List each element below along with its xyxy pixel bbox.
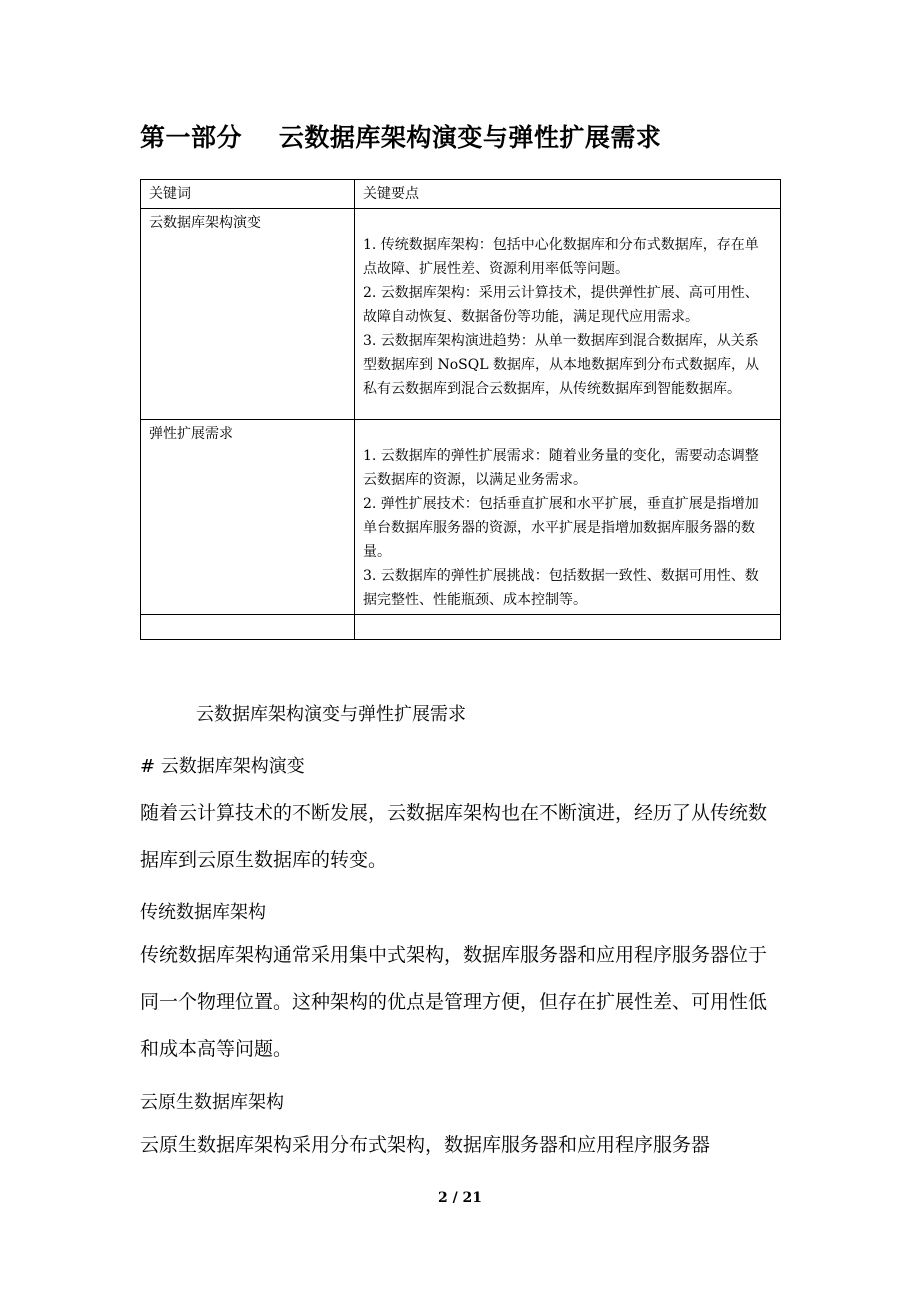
- page-number: 2 / 21: [437, 1190, 483, 1206]
- empty-cell: [141, 615, 355, 640]
- traditional-paragraph: [140, 932, 780, 1073]
- header-key-points: 关键要点: [355, 180, 781, 209]
- key-point: 3. 云数据库架构演进趋势：从单一数据库到混合数据库，从关系型数据库到 NoSQL 数据库，从本地数据库到分布式数据库，从私有云数据库到混合云数据库，从传统数据库到智能数据库。: [363, 333, 759, 397]
- table-caption: 云数据库架构演变与弹性扩展需求: [196, 704, 466, 725]
- subsection-title: 云原生数据库架构: [140, 1092, 284, 1113]
- empty-cell: [355, 615, 781, 640]
- key-point: 3. 云数据库的弹性扩展挑战：包括数据一致性、数据可用性、数据完整性、性能瓶颈、成本控制等。: [363, 568, 759, 608]
- subsection-title: 传统数据库架构: [140, 902, 266, 923]
- key-point: 1. 传统数据库架构：包括中心化数据库和分布式数据库，存在单点故障、扩展性差、资源利用率低等问题。: [363, 237, 759, 277]
- table-header-row: [141, 180, 781, 209]
- key-point: 2. 云数据库架构：采用云计算技术，提供弹性扩展、高可用性、故障自动恢复、数据备份等功能，满足现代应用需求。: [363, 285, 759, 325]
- table-empty-row: [141, 615, 781, 640]
- cloud-native-paragraph: [140, 1122, 780, 1169]
- row-keyword: 弹性扩展需求: [141, 420, 355, 615]
- table-row: [141, 420, 781, 615]
- row-key-points: [355, 420, 781, 615]
- section-heading: # 云数据库架构演变: [140, 756, 305, 777]
- row-key-points: [355, 209, 781, 420]
- row-keyword: 云数据库架构演变: [141, 209, 355, 420]
- intro-paragraph: [140, 790, 780, 884]
- paragraph-text: 随着云计算技术的不断发展，云数据库架构也在不断演进，经历了从传统数据库到云原生数据库的转变。: [140, 802, 768, 871]
- table-row: [141, 209, 781, 420]
- key-point: 1. 云数据库的弹性扩展需求：随着业务量的变化，需要动态调整云数据库的资源，以满足业务需求。: [363, 448, 759, 488]
- paragraph-text: 云原生数据库架构采用分布式架构，数据库服务器和应用程序服务器: [140, 1134, 711, 1156]
- paragraph-text: 传统数据库架构通常采用集中式架构，数据库服务器和应用程序服务器位于同一个物理位置。这种架构的优点是管理方便，但存在扩展性差、可用性低和成本高等问题。: [140, 944, 768, 1060]
- header-keyword: 关键词: [141, 180, 355, 209]
- key-point: 2. 弹性扩展技术：包括垂直扩展和水平扩展，垂直扩展是指增加单台数据库服务器的资源，水平扩展是指增加数据库服务器的数量。: [363, 496, 759, 560]
- page-heading: 第一部分 云数据库架构演变与弹性扩展需求: [140, 123, 662, 152]
- key-points-table: [140, 179, 781, 640]
